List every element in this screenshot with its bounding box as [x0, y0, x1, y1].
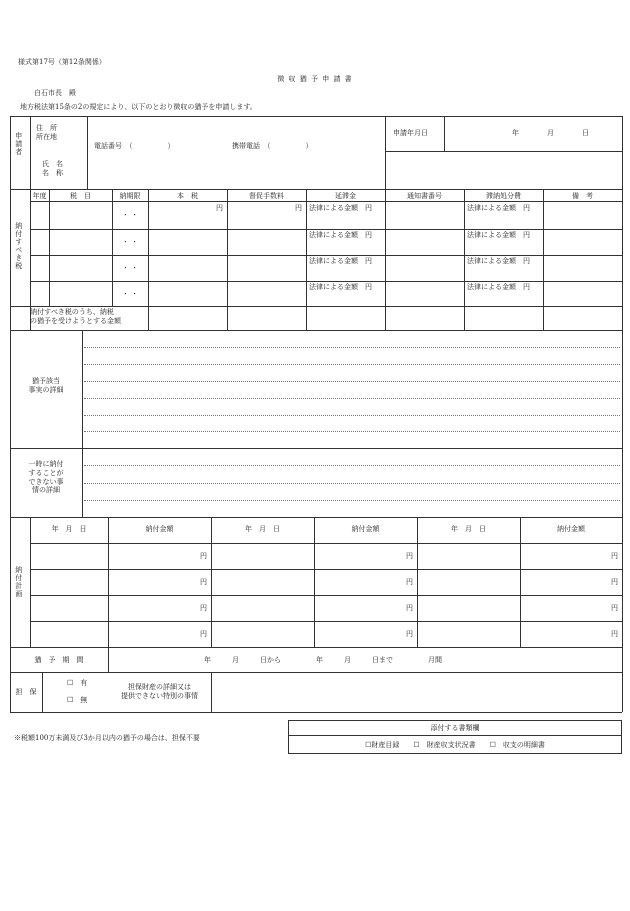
col-remarks: 備 考	[572, 192, 593, 200]
mobile-label[interactable]: 携帯電話 （ ）	[232, 142, 313, 150]
plan-amount-cell[interactable]: 円	[200, 630, 207, 638]
collateral-note-label: 担保財産の詳細又は 提供できない特別の事情	[121, 683, 198, 700]
collateral-no-checkbox[interactable]: ☐ 無	[67, 696, 88, 704]
form-title: 徴 収 猶 予 申 請 書	[277, 75, 353, 83]
col-year: 年度	[32, 192, 47, 200]
disposal-cell[interactable]: 法律による金額 円	[467, 204, 530, 212]
plan-amount-cell[interactable]: 円	[406, 578, 413, 586]
tax-section-label: 納付すべき税	[14, 222, 23, 270]
deferral-period-value[interactable]: 年 月 日から 年 月 日まで 月間	[204, 656, 442, 664]
deferral-period-label: 猶 予 期 間	[34, 656, 84, 664]
plan-amount-cell[interactable]: 円	[200, 578, 207, 586]
inability-label: 一時に納付 することが できない事 情の詳細	[28, 460, 64, 495]
facts-details-area[interactable]	[84, 332, 620, 446]
principal-cell[interactable]: 円	[216, 204, 223, 212]
col-fee: 督促手数料	[249, 192, 284, 200]
col-principal: 本 税	[177, 192, 198, 200]
plan-amount-cell[interactable]: 円	[200, 604, 207, 612]
plan-date-header: 年 月 日	[51, 525, 87, 533]
plan-amount-cell[interactable]: 円	[406, 630, 413, 638]
plan-section-label: 納付計画	[14, 566, 23, 598]
name-label: 氏 名 名 称	[42, 160, 63, 177]
attachments-checkboxes[interactable]: ☐財産目録 ☐ 財産収支状況書 ☐ 収支の明細書	[365, 741, 545, 749]
plan-amount-cell[interactable]: 円	[611, 630, 618, 638]
collateral-label: 担 保	[15, 688, 37, 696]
inability-details-area[interactable]	[84, 450, 620, 515]
plan-amount-cell[interactable]: 円	[611, 604, 618, 612]
plan-amount-cell[interactable]: 円	[406, 552, 413, 560]
due-date-cell[interactable]: ・ ・	[121, 264, 139, 272]
plan-amount-cell[interactable]: 円	[200, 552, 207, 560]
col-due-date: 納期限	[119, 192, 141, 200]
delinquency-cell[interactable]: 法律による金額 円	[309, 231, 372, 239]
plan-amount-cell[interactable]: 円	[406, 604, 413, 612]
disposal-cell[interactable]: 法律による金額 円	[467, 231, 530, 239]
col-disposal-cost: 滞納処分費	[486, 192, 521, 200]
addressee: 白石市長 殿	[34, 89, 76, 97]
plan-date-header: 年 月 日	[245, 525, 280, 533]
plan-amount-header: 納付金額	[145, 525, 174, 533]
fee-cell[interactable]: 円	[295, 204, 302, 212]
col-tax-item: 税 目	[70, 192, 91, 200]
due-date-cell[interactable]: ・ ・	[121, 211, 139, 219]
delinquency-cell[interactable]: 法律による金額 円	[309, 204, 372, 212]
footnote: ※税額100万未満及び3か月以内の猶予の場合は、担保不要	[14, 734, 200, 742]
form-number: 様式第17号（第12条関係）	[18, 58, 106, 66]
plan-amount-cell[interactable]: 円	[611, 578, 618, 586]
address-label: 住 所 所在地	[36, 124, 57, 141]
phone-label[interactable]: 電話番号 （ ）	[94, 142, 175, 150]
col-delinquency: 延滞金	[335, 192, 356, 200]
delinquency-cell[interactable]: 法律による金額 円	[309, 257, 372, 265]
plan-amount-header: 納付金額	[557, 525, 585, 533]
plan-amount-cell[interactable]: 円	[611, 552, 618, 560]
due-date-cell[interactable]: ・ ・	[121, 238, 139, 246]
disposal-cell[interactable]: 法律による金額 円	[467, 257, 530, 265]
attachments-title: 添付する書類欄	[430, 724, 480, 732]
plan-amount-header: 納付金額	[351, 525, 380, 533]
intro-text: 地方税法第15条の2の規定により、以下のとおり徴収の猶予を申請します。	[20, 103, 257, 111]
application-date-value[interactable]: 年 月 日	[512, 129, 589, 137]
delinquency-cell[interactable]: 法律による金額 円	[309, 283, 372, 291]
disposal-cell[interactable]: 法律による金額 円	[467, 283, 530, 291]
deferral-amount-label: 納付すべき税のうち、納税 の猶予を受けようとする金額	[30, 308, 121, 325]
collateral-yes-checkbox[interactable]: ☐ 有	[67, 679, 88, 687]
applicant-section-label: 申請者	[14, 132, 23, 156]
col-notice-number: 通知書番号	[407, 192, 442, 200]
application-date-label: 申請年月日	[393, 129, 428, 137]
due-date-cell[interactable]: ・ ・	[121, 290, 139, 298]
plan-date-header: 年 月 日	[451, 525, 486, 533]
facts-label: 猶予該当 事実の詳細	[28, 377, 64, 394]
attachments-box	[288, 720, 622, 754]
